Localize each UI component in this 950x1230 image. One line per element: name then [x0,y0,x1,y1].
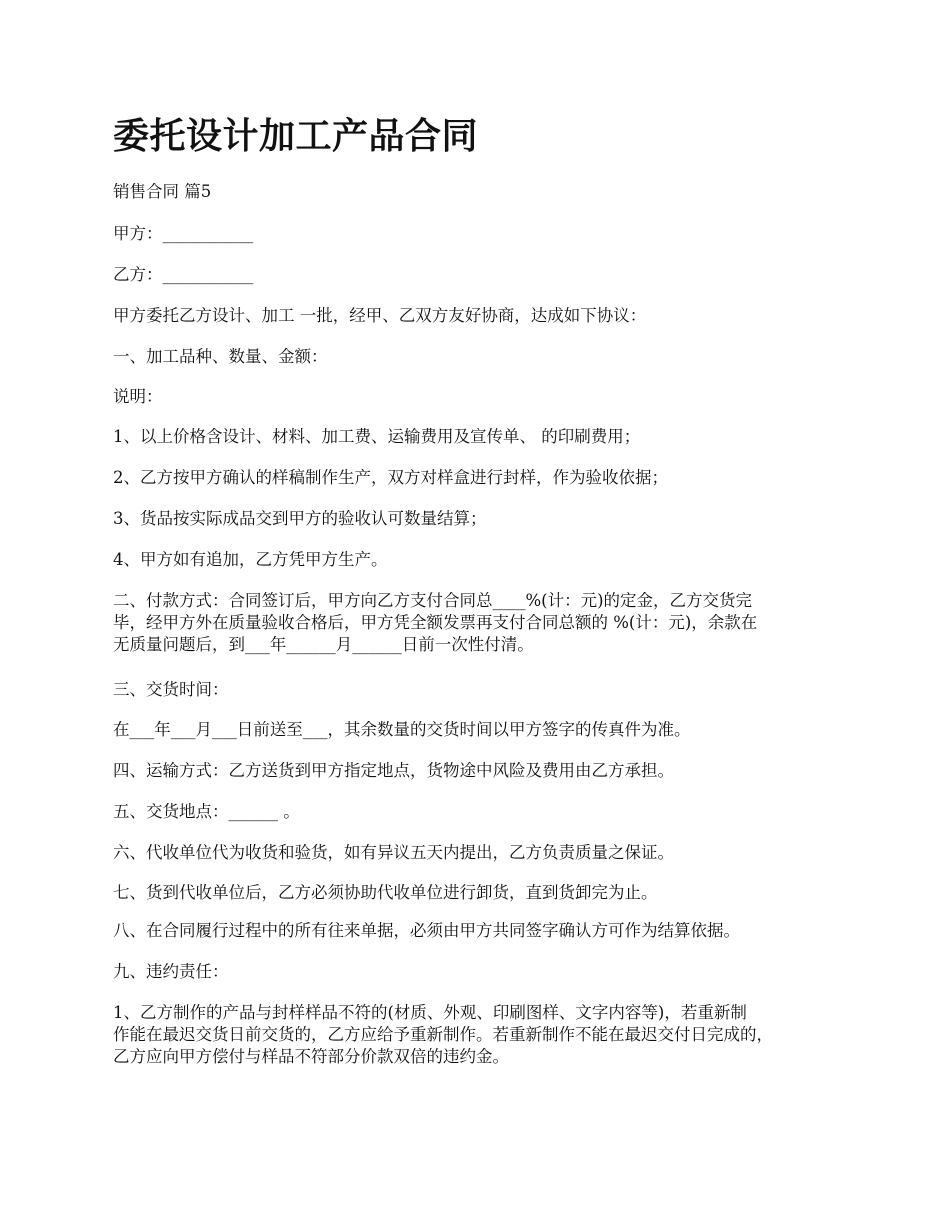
item-2-text: 2、乙方按甲方确认的样稿制作生产，双方对样盒进行封样，作为验收依据； [113,468,668,487]
section-1-note-label [113,386,841,408]
party-b-text: 乙方：___________ [113,265,254,284]
section-9-item-1 [113,1002,841,1068]
note-label-text: 说明： [113,387,163,406]
transport-text: 四、运输方式：乙方送货到甲方指定地点，货物途中风险及费用由乙方承担。 [113,761,674,780]
section-5-location [113,801,841,823]
payment-line-2: 毕，经甲方外在质量验收合格后，甲方凭全额发票再支付合同总额的 %(计：元)，余款在 [113,613,758,632]
section-1-heading-text: 一、加工品种、数量、金额： [113,347,328,366]
document-title: 委托设计加工产品合同 [113,115,479,157]
item-3-text: 3、货品按实际成品交到甲方的验收认可数量结算； [113,509,487,528]
liability-line-2: 作能在最迟交货日前交货的，乙方应给予重新制作。若重新制作不能在最迟交付日完成的， [113,1025,773,1044]
section-1-item-2 [113,467,841,489]
section-4-transport [113,760,841,782]
intro-text: 甲方委托乙方设计、加工 一批，经甲、乙双方友好协商，达成如下协议： [113,306,647,325]
party-b-line [113,264,841,286]
section-9-heading-text: 九、违约责任： [113,962,229,981]
section-1-item-3 [113,508,841,530]
section-3-body [113,719,841,741]
section-1-item-4 [113,549,841,571]
section-3-heading-text: 三、交货时间： [113,680,229,699]
documents-text: 八、在合同履行过程中的所有往来单据，必须由甲方共同签字确认方可作为结算依据。 [113,921,740,940]
section-9-heading [113,961,841,983]
payment-line-3: 无质量问题后，到___年______月______日前一次性付清。 [113,635,534,654]
delivery-time-text: 在___年___月___日前送至___，其余数量的交货时间以甲方签字的传真件为准。 [113,720,691,739]
section-2-payment [113,590,841,656]
section-1-heading [113,346,841,368]
section-3-heading [113,679,841,701]
party-a-line [113,223,841,245]
unloading-text: 七、货到代收单位后，乙方必须协助代收单位进行卸货，直到货卸完为止。 [113,883,658,902]
subtitle [113,181,841,203]
intro-paragraph [113,305,841,327]
section-8-documents [113,920,841,942]
section-6-inspection [113,842,841,864]
subtitle-text: 销售合同 篇5 [113,182,212,201]
location-text: 五、交货地点：______ 。 [113,802,300,821]
item-1-text: 1、以上价格含设计、材料、加工费、运输费用及宣传单、 的印刷费用； [113,427,641,446]
liability-line-3: 乙方应向甲方偿付与样品不符部分价款双倍的违约金。 [113,1047,509,1066]
section-1-item-1 [113,426,841,448]
inspection-text: 六、代收单位代为收货和验货，如有异议五天内提出，乙方负责质量之保证。 [113,843,674,862]
liability-line-1: 1、乙方制作的产品与封样样品不符的(材质、外观、印刷图样、文字内容等)，若重新制 [113,1003,747,1022]
payment-line-1: 二、付款方式：合同签订后，甲方向乙方支付合同总____%(计：元)的定金，乙方交货完 [113,591,753,610]
item-4-text: 4、甲方如有追加，乙方凭甲方生产。 [113,550,388,569]
section-7-unloading [113,882,841,904]
party-a-text: 甲方：___________ [113,224,254,243]
